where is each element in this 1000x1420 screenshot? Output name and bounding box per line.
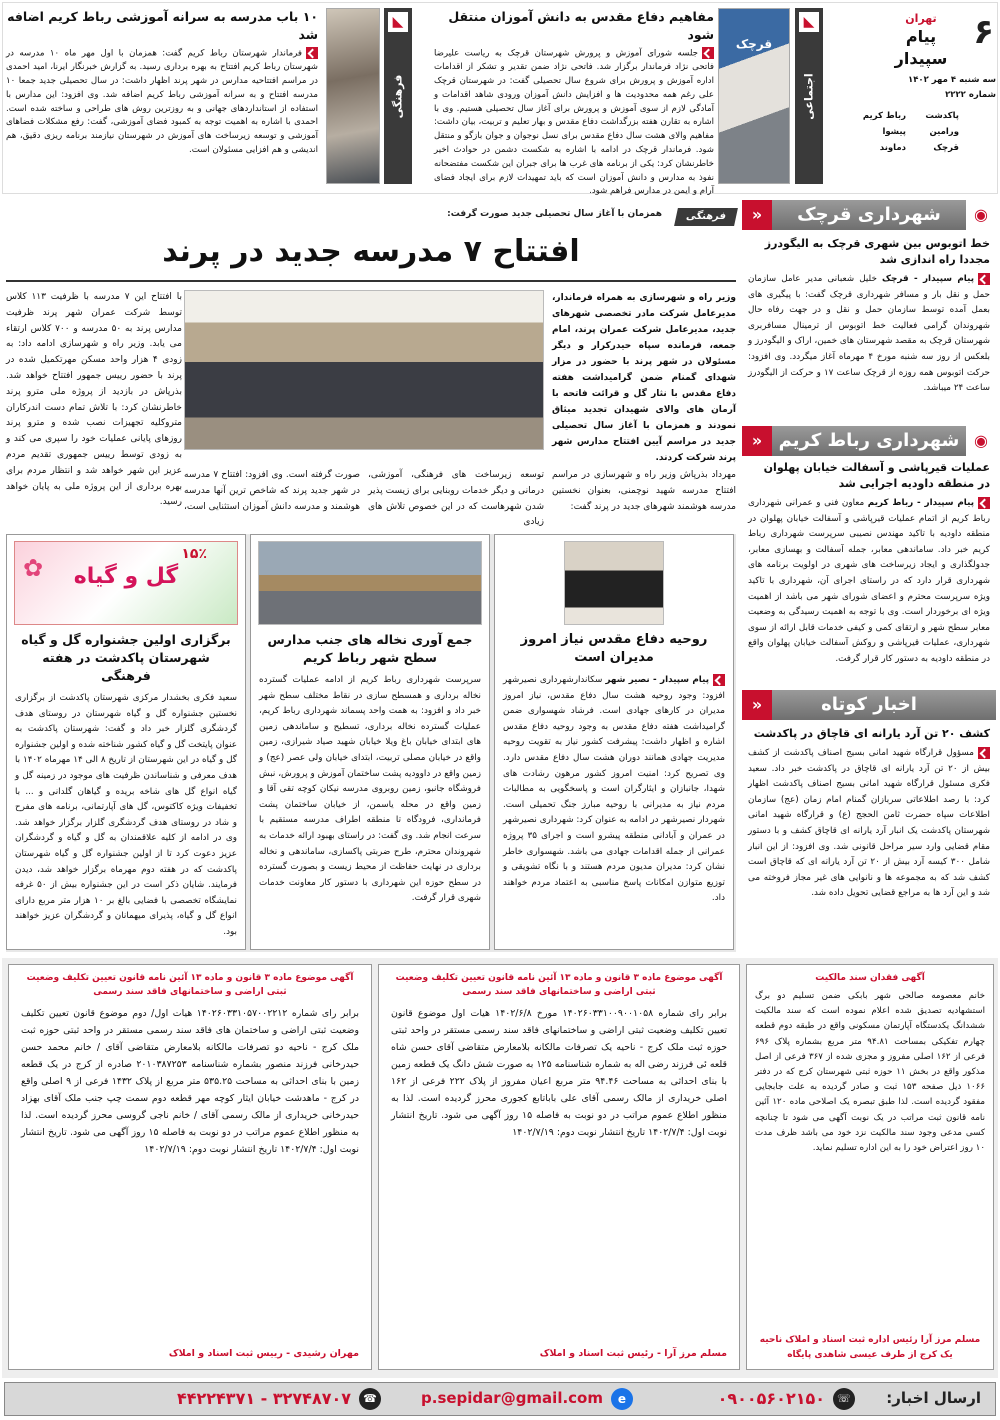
arrow-icon: ◣ <box>388 12 408 32</box>
article-top-right <box>434 8 714 197</box>
issue-date: سه شنبه ۴ مهر ۱۴۰۲ <box>908 75 996 85</box>
ad-title: آگهی فقدان سند مالکیت <box>815 973 925 983</box>
article-body <box>434 47 714 199</box>
city-item: ورامین <box>929 127 959 137</box>
ad-body: خانم معصومه صالحی شهر بابکی ضمن تسلیم دو برگ استشهادیه تصدیق شده اعلام نموده است که سند مالکیت ششدانگ یکدستگاه آپارتمان مسکونی واقع در طبقه دوم قطعه چهارم تفکیکی بمساحت ۹۴.۸۱ متر مربع بشماره پلاک ۶۹۶ فرعی از ۱۶۲ اصلی مفروز و مجزی شده از ۳۶۷ فرعی از اصل مذکور واقع در بخش ۱۱ حوزه ثبتی شهرستان کرج که در دفتر ۱۰۶۶ ذیل صفحه ۱۵۳ ثبت و صادر گردیده به علت جابجایی مفقود گردیده است. لذا طبق تبصره یک اصلاحی ماده ۱۲۰ آئین نامه قانون ثبت مراتب در یک نوبت آگهی می شود تا چنانچه کسی مدعی وجود سند مالکیت نزد خود می باشد ظرف مدت ۱۰ روز اعتراض خود را به این اداره تسلیم نماید. <box>755 991 986 1154</box>
page-number: ۶ <box>973 12 994 52</box>
article-top-left <box>6 8 318 188</box>
city-item: پیشوا <box>882 127 906 137</box>
sidebar-title-3: کشف ۲۰ تن آرد یارانه ای قاچاق در پاکدشت <box>753 727 990 740</box>
article-body <box>503 673 725 907</box>
ad-title: آگهی موضوع ماده ۳ قانون و ماده ۱۳ آئین نامه قانون تعیین تکلیف وضعیت ثبتی اراضی و ساختمانهای فاقد سند رسمی <box>26 973 354 997</box>
chevron-icon: « <box>742 426 772 456</box>
photo-robat-school <box>326 8 380 184</box>
section-tag-label: فرهنگی <box>685 211 728 222</box>
sidebar <box>742 200 996 952</box>
main-body-4: صورت گرفته است. وی افزود: افتتاح ۷ مدرسه در شهر جدید پرند که شاخص ترین آنها مدرسه هوشمند و مدرسه دانش آموزان استثنایی است، <box>184 470 360 512</box>
section-header-short-news <box>742 690 996 720</box>
section-tag-label: اجتماعی <box>802 73 816 120</box>
sidebar-body-1 <box>748 272 990 397</box>
byline: پیام سپیدار - نصیر شهر <box>605 675 709 685</box>
flower-icon: ✿ <box>23 554 44 582</box>
footer-label: ارسال اخبار: <box>886 1389 981 1408</box>
article-text: فرماندار شهرستان رباط کریم گفت: همزمان با اول مهر ماه ۱۰ مدرسه در شهرستان رباط کریم افتتاح به بهره برداری رسید. به گزارش خبرنگار ایرنا، امید احمدی در مراسم افتتاحیه مدارس در شهر پرند اظهار داشت: در سال تحصیلی جدید جمعا ۱۰ مدرسه افتتاح و به سرانه آموزشی رباط کریم اضافه شد. وی افزود: این مدارس با استفاده از استانداردهای جهانی و به روزترین روش های طراحی و ساخته شده است. احمدی با اشاره به اهمیت توجه به کمبود فضای آموزشی، گفت: رفع مشکلات فضاهای آموزشی و توسعه زیرساخت های آموزش در شهرستان نیازمند برنامه ریزی دقیق، هم اندیشی و هم افزایی مسئولان است. <box>6 48 318 156</box>
banner-title: گل و گیاه <box>73 564 179 589</box>
main-body-3: توسعه زیرساخت های فرهنگی، آموزشی، درمانی و دیگر خدمات روبنایی برای زیست پذیر شدن شهرهاست که در این خصوص تلاش های زیادی <box>368 470 544 528</box>
article-body: سرپرست شهرداری رباط کریم از ادامه عملیات گسترده نخاله برداری و همسطح سازی در نقاط مختلف سطح شهر خبر داد و افزود: به همت واحد پسماند شهرداری رباط کریم، عملیات گسترده نخاله برداری، تسطیح و ساماندهی زمین های ابتدای خیابان باغ ویلا خیابان شهید صیاد شیرازی، زمین واقع در خیابان مصلی تربیت، ابتدای خیابان ولی عصر (عج) و زمین واقع در داوودیه پشت ساختمان آموزش و پرورش، نبش فروشگاه جانبو، زمین روبروی مدرسه نیکان کوچه تقی آقا و زمین واقع در محله یاسمن، از خیابان ساختمان پشت فرمانداری، فرودگاه تا منطقه اطراف مدرسه مستقیم با سرعت انجام شد. وی گفت: در راستای بهبود ارائه خدمات به شهروندان محترم، طرح ضربتی پاکسازی، ساماندهی و نخاله برداری در نهایت حفاظت از محیط زیست و بصورت گسترده در سطح حوزه این شهرداری با دستور کار معاونت خدمات شهری قرار گرفت. <box>259 675 481 904</box>
sidebar-body-2 <box>748 496 990 668</box>
logo-icon: ◉ <box>966 200 996 230</box>
article-title: مفاهیم دفاع مقدس به دانش آموزان منتقل شود <box>448 9 714 42</box>
main-body-1: با افتتاح این ۷ مدرسه با ظرفیت ۱۱۳ کلاس توسط شرکت عمران شهر پرند ظرفیت مدارس پرند به ۵۰ مدرسه و ۷۰۰ کلاس ارتقاء می یابد. وزیر راه و شهرسازی ادامه داد: به زودی ۴ هزار واحد مسکن مهرتکمیل شده در پرند با حضور رییس جمهور افتتاح خواهد شد. بذرپاش در بازدید از پروژه ملی مترو پرند خاطرنشان کرد: با تلاش تمام دست اندرکاران متروکلیه تجهیزات نصب شده و مترو پرند روزهای پایانی عملیات خود را سپری می کند و به زودی توسط رییس جمهوری تقدیم مردم عزیز این شهر خواهد شد و انتظار مردم برای بهره برداری از این پروژه ملی به پایان خواهد رسید. <box>6 292 183 508</box>
chevron-icon: « <box>742 690 772 720</box>
bullet-icon <box>306 47 318 59</box>
section-header-qarchak <box>742 200 996 230</box>
ad-signature: مسلم مرز آرا - رئیس ثبت اسناد و املاک <box>539 1348 727 1359</box>
sidebar-body-3 <box>748 746 990 902</box>
article-col-2 <box>250 534 490 950</box>
ad-signature: مهران رشیدی - رییس ثبت اسناد و املاک <box>168 1348 359 1359</box>
photo-school-opening <box>184 290 544 450</box>
ad-body: برابر رای شماره ۱۴۰۲۶۰۳۳۱۰۵۷۰۰۲۲۱۲ هیات اول/ دوم موضوع قانون تعیین تکلیف وضعیت ثبتی اراضی و ساختمان های فاقد سند رسمی مستقر در واحد ثبتی حوزه ثبت ملک کرج - ناحیه دو تصرفات مالکانه بلامعارض متقاضی آقای / خانم محمد حسن حیدرخانی فرزند منصور بشماره شناسنامه ۲۰۱۰۳۸۷۲۵۳ صادره از کرج در یک قطعه زمین با بنای احداثی به مساحت ۵۳۵.۲۵ متر مربع از پلاک ۱۴۳۲ فرعی از ۹ اصلی واقع در کرج - ماهدشت خیابان ایثار کوچه مهر قطعه دوم سمت چپ جنب ملک آقای بهزاد حیدرخانی خریداری از مالک رسمی آقای / خانم ناجی گروسی محرز گردیده است. لذا به منظور اطلاع عموم مراتب در دو نوبت به فاصله ۱۵ روز آگهی می شود. تاریخ انتشار نوبت اول: ۱۴۰۲/۷/۴ تاریخ انتشار نوبت دوم: ۱۴۰۲/۷/۱۹ <box>21 1008 359 1155</box>
article-title: برگزاری اولین جشنواره گل و گیاه شهرستان پاکدشت در هفته فرهنگی <box>21 632 231 683</box>
banner-discount: ۱۵٪ <box>181 546 207 562</box>
sidebar-title-2: عملیات قیرپاشی و آسفالت خیابان پهلوان در منطقه داودیه اجرایی شد <box>763 461 990 490</box>
footer-phone[interactable]: ۳۲۷۴۸۷۰۷ - ۴۴۲۲۴۳۷۱ <box>176 1388 351 1408</box>
article-title: جمع آوری نخاله های جنب مدارس سطح شهر رباط کریم <box>267 632 473 665</box>
article-text: سکاندارشهرداری نصیرشهر افزود: وجود روحیه هشت سال دفاع مقدس، نیاز امروز مدیران در کارهای جهادی است. فرشاد شهسواری ضمن گرامیداشت هفته دفاع مقدس به وجود روحیه دفاع مقدس اشاره و اظهار داشت: پیشرفت کشور نیاز به تقویت روحیه مدیریت جهادی همانند دوران هشت سال دفاع مقدس دارد. وی تصریح کرد: امنیت امروز کشور مرهون رشادت های شهدا، جانبازان و ایثارگران است و پاسخگویی به مطالبات مردم نیاز به مدیرانی با روحیه مبارز جنگ تحمیلی است. شهردار نصیرشهر در ادامه به عنوان کرد: شهرداری نصیرشهر در عمران و آبادانی منطقه پیشرو است و اجرای ۳۵ پروژه عمرانی از جمله اقدامات جهادی می باشد. شهسواری خاطر نشان کرد: مدیران مدیون مردم هستند و با نگاه تشویقی و توزیع متوازن امکانات پاسخ مناسبی به اعتماد مردم خواهند داد. <box>503 675 725 904</box>
sidebar-text: خلیل شعبانی مدیر عامل سازمان حمل و نقل بار و مسافر شهرداری قرچک گفت: با پیگیری های بعمل آمده توسط سازمان حمل و نقل و در جهت رفاه حال شهروندان گرامی فعالیت خط اتوبوس از ترمینال مسافربری شهرستان قرچک به مقصد شهرستان های خمین، اراک و الیگودرز و بلعکس از روز سه شنبه مورخ ۴ مهرماه آغاز میگردد. وی افزود: حرکت اتوبوس همه روزه از قرچک ساعت ۱۷ و حرکت از الیگودرز ساعت ۲۴ میباشد. <box>748 274 990 394</box>
logo-icon: ◉ <box>966 426 996 456</box>
section-header-robat <box>742 426 996 456</box>
phone-icon: ☎ <box>359 1388 381 1410</box>
bullet-icon <box>978 747 990 759</box>
footer-mobile[interactable]: ۰۹۰۰۵۶۰۲۱۵۰ <box>717 1388 825 1408</box>
chevron-icon: « <box>742 200 772 230</box>
footer-bar <box>4 1382 996 1416</box>
logo <box>888 12 954 66</box>
bullet-icon <box>978 273 990 285</box>
bullet-icon <box>702 47 714 59</box>
section-header-label: شهرداری قرچک <box>797 204 941 225</box>
photo-debris-truck <box>258 541 482 625</box>
byline: پیام سپیدار - رباط کریم <box>867 498 974 508</box>
logo-sub: تهران <box>905 12 937 25</box>
logo-text: پیام سپیدار <box>894 27 948 68</box>
section-tag-culture <box>384 8 412 184</box>
article-col-1 <box>494 534 734 950</box>
article-text: جلسه شورای آموزش و پرورش شهرستان قرچک به ریاست علیرضا فاتحی نژاد فرماندار برگزار شد. فاتحی نژاد ضمن تقدیر و تشکر از اقدامات اداره آموزش و پرورش برای شروع سال تحصیلی گفت: در شهرستان قرچک علی رغم همه محدودیت ها و افزایش دانش آموزان ورودی شاهد اقدامات و آمادگی لازم از سوی آموزش و پرورش برای آغاز سال تحصیلی هستیم. وی با اشاره به تقارن هفته بزرگداشت دفاع مقدس و بهار تعلیم و تربیت، بیان داشت: مفاهیم والای هشت سال دفاع مقدس برای نسل نوجوان و جوان بازگو و منتقل شود. فرماندار قرچک در ادامه با اشاره به شکست دشمن در حوادث اخیر خاطرنشان کرد: یکی از برنامه های غرب ها برای جبران این شکست مفتضحانه نفوذ به مدارس و دانش آموزان است که باید تمهیدات لازم برای ایجاد فضای آرام و ایمن در مدارس فراهم شود. <box>434 48 714 197</box>
article-body <box>6 47 318 158</box>
ad-lost-deed <box>746 964 994 1370</box>
city-item: دماوند <box>879 143 906 153</box>
flower-banner <box>14 541 238 625</box>
city-item: قرچک <box>933 143 959 153</box>
sidebar-title-1: خط اتوبوس بین شهری قرچک به الیگودرز مجددا راه اندازی شد <box>764 237 990 266</box>
section-tag-culture <box>674 208 738 226</box>
bullet-icon <box>713 674 725 686</box>
article-body: سعید فکری بخشدار مرکزی شهرستان پاکدشت از برگزاری نخستین جشنواره گل و گیاه شهرستان در روستای هدف گردشگری گلزار خبر داد و گفت: شهرستان پاکدشت به عنوان پایتخت گل و گیاه کشور شناخته شده و اولین جشنواره گل و گیاه در این شهرستان از تاریخ ۸ الی ۱۴ مهرماه ۱۴۰۲ با هدف معرفی و شناساندن ظرفیت های موجود در زمینه گل و گیاه انواع گل های شاخه بریده و گیاهان گلدانی و ... با تخفیفات ویژه کاکتوس، گل های آپارتمانی، برنامه های مفرح و شاد در روستای هدف گردشگری گلزار برگزار خواهد شد. وی در ادامه از کلیه علاقمندان به گل و گیاه و گردشگران عزیز دعوت کرد تا از اولین جشنواره گل و گیاه شهرستان پاکدشت که در هفته دوم مهرماه برگزار خواهد شد، دیدن فرمایند. شایان ذکر است در این جشنواره بیش از ۵۰ غرفه نمایشگاه تخصصی با فضایی بالغ بر ۱۰ هزار متر مربع دارای انواع گل و گیاه، پذیرای میهمانان و گردشگران عزیز خواهند بود. <box>15 693 237 937</box>
city-item: پاکدشت <box>925 111 959 121</box>
section-header-label: شهرداری رباط کریم <box>778 430 960 451</box>
main-headline: افتتاح ۷ مدرسه جدید در پرند <box>162 234 580 269</box>
sidebar-text: مسؤول قرارگاه شهید امانی بسیج اصناف پاکدشت از کشف بیش از ۲۰ تن آرد یارانه ای قاچاق در پاکدشت خبر داد. سعید فکری مسئول قرارگاه شهید امانی بسیج اصناف پاکدشت اظهار کرد: با رصد اطلاعاتی سربازان گمنام امام زمان (عج) سازمان اطلاعات سپاه حضرت ثامن الحجج (ع) و قرارگاه شهید امانی شهرستان پاکدشت یک انبار آرد یارانه ای قاچاق کشف و با دستور مقام قضایی وارد سیر مراحل قانونی شد. وی افزود: از این انبار شامل ۳۰۰ کیسه آرد بیش از ۲۰ تن آرد یارانه ای که قاچاق است کشف شد که به مجموعه ها و نانوایی های غیر مجاز فروخته می شد و این آرد ها به مراجع قضایی تحویل داده شد. <box>748 748 990 899</box>
footer-email[interactable]: p.sepidar@gmail.com <box>421 1389 603 1408</box>
cities-box <box>853 108 959 176</box>
issue-number: شماره ۲۲۲۲ <box>945 90 996 100</box>
section-tag-label: فرهنگی <box>391 74 405 119</box>
main-story <box>6 200 736 530</box>
byline: پیام سپیدار - قرچک <box>882 274 974 284</box>
main-body-2: مهرداد بذرپاش وزیر راه و شهرسازی در مراسم افتتاح مدرسه شهید نوچمنی، بعنوان نخستین مدرسه هوشمند شهرهای جدید در پرند گفت: <box>552 470 736 512</box>
ad-title: آگهی موضوع ماده ۳ قانون و ماده ۱۳ آئین نامه قانون تعیین تکلیف وضعیت ثبتی اراضی و ساختمانهای فاقد سند رسمی <box>395 973 723 997</box>
article-title: روحیه دفاع مقدس نیاز امروز مدیران است <box>520 632 708 665</box>
main-lead: وزیر راه و شهرسازی به همراه فرماندار، مدیرعامل شرکت مادر تخصصی شهرهای جدید، مدیرعامل شرکت عمران پرند، امام جمعه، فرمانده سپاه حیدرکرار و دیگر مسئولان در شهر پرند با حضور در مزار شهدای گمنام ضمن گرامیداشت هفته دفاع مقدس با نثار گل و قرائت فاتحه با آرمان های والای شهیدان تجدید میثاق نمودند و همزمان با آغاز سال تحصیلی جدید در مراسم آیین افتتاح مدارس شهر پرند شرکت کردند. <box>552 293 736 463</box>
section-tag-social <box>795 8 823 184</box>
article-col-3 <box>6 534 246 950</box>
city-item: رباط کریم <box>862 111 906 121</box>
ad-signature: مسلم مرز آرا رئیس اداره ثبت اسناد و املاک ناحیه یک کرج از طرف عیسی شاهدی پایگاه <box>759 1335 981 1360</box>
kicker: همزمان با آغاز سال تحصیلی جدید صورت گرفت: <box>447 209 662 219</box>
mobile-icon: ☏ <box>833 1388 855 1410</box>
photo-garchak-meeting <box>718 8 790 184</box>
article-title: ۱۰ باب مدرسه به سرانه آموزشی رباط کریم اضافه شد <box>7 9 318 42</box>
ad-registry-1 <box>378 964 740 1370</box>
bullet-icon <box>978 497 990 509</box>
sidebar-text: معاون فنی و عمرانی شهرداری رباط کریم از اتمام عملیات قیرپاشی و آسفالت خیابان پهلوان در منطقه داودیه با تاکید مهندس نصیبی سرپرست شهرداری رباط کریم خبر داد. ساماندهی معابر، جمله آسفالت و بهسازی معابر، جدولگذاری و ایجاد زیرساخت های شهری در اولویت برنامه های شهرداری قرار دارد که در راستای اجرای آن، شهرداری با تاکید ویژه سرپرست محترم و اعضای شورای شهر می باشد از اهمیت ویژه ای برخوردار است. وی با توجه به اهمیت رسیدگی به وضعیت معابر سطح شهر و ارتقای کمی و کیفی خدمات قابل ارائه از سوی شهرداری، عملیات قیرپاشی و روکش آسفالت خیابان پهلوان واقع در منطقه داودیه به دستور کار قرار گرفت. <box>748 498 990 664</box>
section-header-label: اخبار کوتاه <box>821 694 917 715</box>
email-icon: e <box>611 1388 633 1410</box>
ad-registry-2 <box>8 964 372 1370</box>
arrow-icon: ◣ <box>799 12 819 32</box>
photo-caption: قرچک <box>735 37 773 51</box>
ad-body: برابر رای شماره ۱۴۰۲۶۰۳۳۱۰۰۹۰۰۱۰۵۸ مورخ ۱۴۰۲/۶/۸ هیات اول موضوع قانون تعیین تکلیف وضعیت ثبتی اراضی و ساختمانهای فاقد سند رسمی مستقر در واحد ثبتی حوزه ثبت ملک کرج - ناحیه یک تصرفات مالکانه بلامعارض متقاضی آقای حسن شاه قلعه ئی فرزند رضی اله به شماره شناسنامه ۱۲۵ به صورت شش دانگ یک قطعه زمین با بنای احداثی به مساحت ۹۴.۴۶ متر مربع اعیان مفروز از پلاک ۲۲۲ فرعی از ۱۶۲ اصلی خریداری از مالک رسمی آقای علی باباتابع کجوری محرز گردیده است. لذا به منظور اطلاع عموم مراتب در دو نوبت به فاصله ۱۵ روز آگهی می شود. تاریخ انتشار نوبت اول: ۱۴۰۲/۷/۴ تاریخ انتشار نوبت دوم: ۱۴۰۲/۷/۱۹ <box>391 1008 728 1138</box>
photo-mayor <box>564 541 664 625</box>
